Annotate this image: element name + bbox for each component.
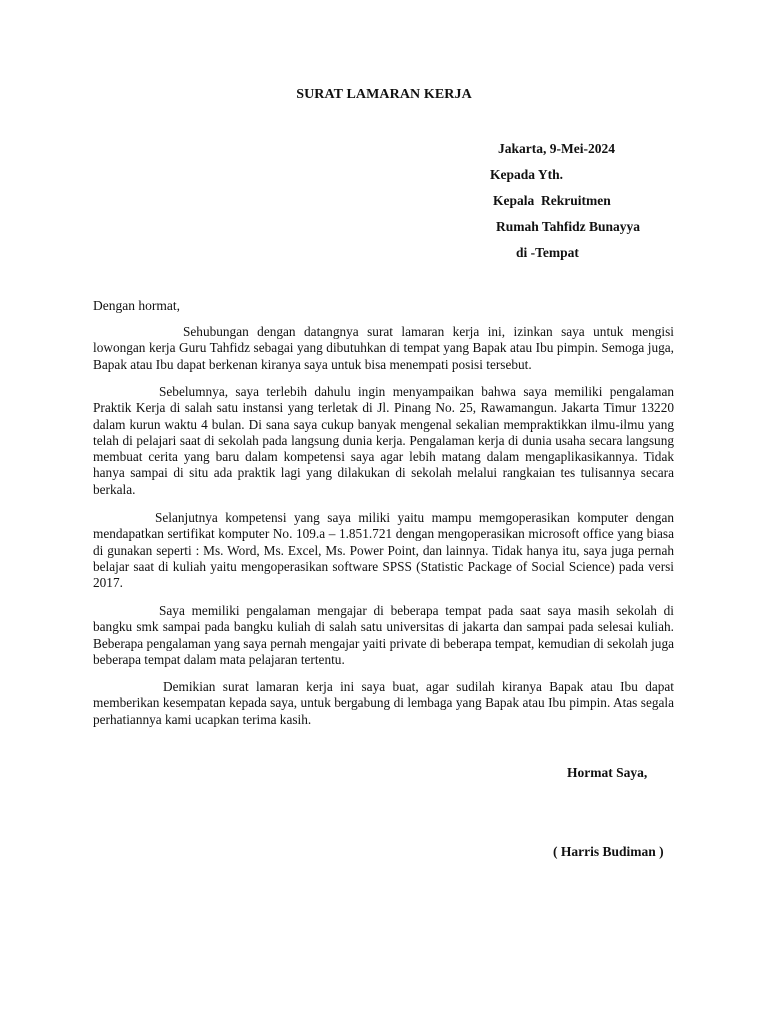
paragraph-2: Sebelumnya, saya terlebih dahulu ingin menyampaikan bahwa saya memiliki pengalaman Praktik Kerja di salah satu instansi yang terletak di Jl. Pinang No. 25, Rawamangun. Jakarta Timur 13220 dalam kurun waktu 4 bulan. Di sana saya cukup banyak mengenal sekalian mempraktikkan ilmu-ilmu yang telah di pelajari saat di sekolah pada langsung dunia kerja. Pengalaman kerja di dunia usaha secara langsung membuat cerita yang baru dalam kompetensi saya agar lebih matang dalam mengaplikasikannya. Tidak hanya sampai di situ ada praktik lagi yang dilakukan di sekolah melalui rangkaian tes tulisannya secara berkala. (93, 384, 674, 497)
recipient-line-3: Rumah Tahfidz Bunayya (496, 219, 641, 234)
paragraph-1: Sehubungan dengan datangnya surat lamaran kerja ini, izinkan saya untuk mengisi lowongan kerja Guru Tahfidz sebagai yang dibutuhkan di tempat yang Bapak atau Ibu pimpin. Semoga juga, Bapak atau Ibu dapat berkenan kiranya saya untuk bisa menempati posisi tersebut. (93, 324, 674, 372)
letter-greeting: Dengan hormat, (93, 298, 180, 313)
recipient-line-2: Kepala Rekruitmen (493, 193, 611, 208)
recipient-line-4: di -Tempat (516, 245, 579, 260)
paragraph-3: Selanjutnya kompetensi yang saya miliki yaitu mampu memgoperasikan komputer dengan mendapatkan sertifikat komputer No. 109.a – 1.851.721 dengan mengoperasikan microsoft office yang biasa di gunakan seperti : Ms. Word, Ms. Excel, Ms. Power Point, dan lainnya. Tidak hanya itu, saya juga pernah belajar saat di kuliah yaitu mengoperasikan software SPSS (Statistic Package of Social Science) pada versi 2017. (93, 510, 674, 591)
letter-date: Jakarta, 9-Mei-2024 (498, 141, 615, 156)
paragraph-4: Saya memiliki pengalaman mengajar di beberapa tempat pada saat saya masih sekolah di bangku smk sampai pada bangku kuliah di salah satu universitas di jakarta dan sampai pada selesai kuliah. Beberapa pengalaman yang saya pernah mengajar yaiti private di beberapa tempat, kemudian di sekolah juga beberapa tempat dalam mata pelajaran tertentu. (93, 603, 674, 667)
closing-text: Hormat Saya, (567, 765, 648, 780)
signature-name: ( Harris Budiman ) (553, 844, 664, 859)
paragraph-5: Demikian surat lamaran kerja ini saya buat, agar sudilah kiranya Bapak atau Ibu dapat memberikan kesempatan kepada saya, untuk bergabung di lembaga yang Bapak atau Ibu pimpin. Atas segala perhatiannya kami ucapkan terima kasih. (93, 679, 674, 727)
recipient-line-1: Kepada Yth. (490, 167, 564, 182)
letter-title: SURAT LAMARAN KERJA (296, 87, 472, 102)
